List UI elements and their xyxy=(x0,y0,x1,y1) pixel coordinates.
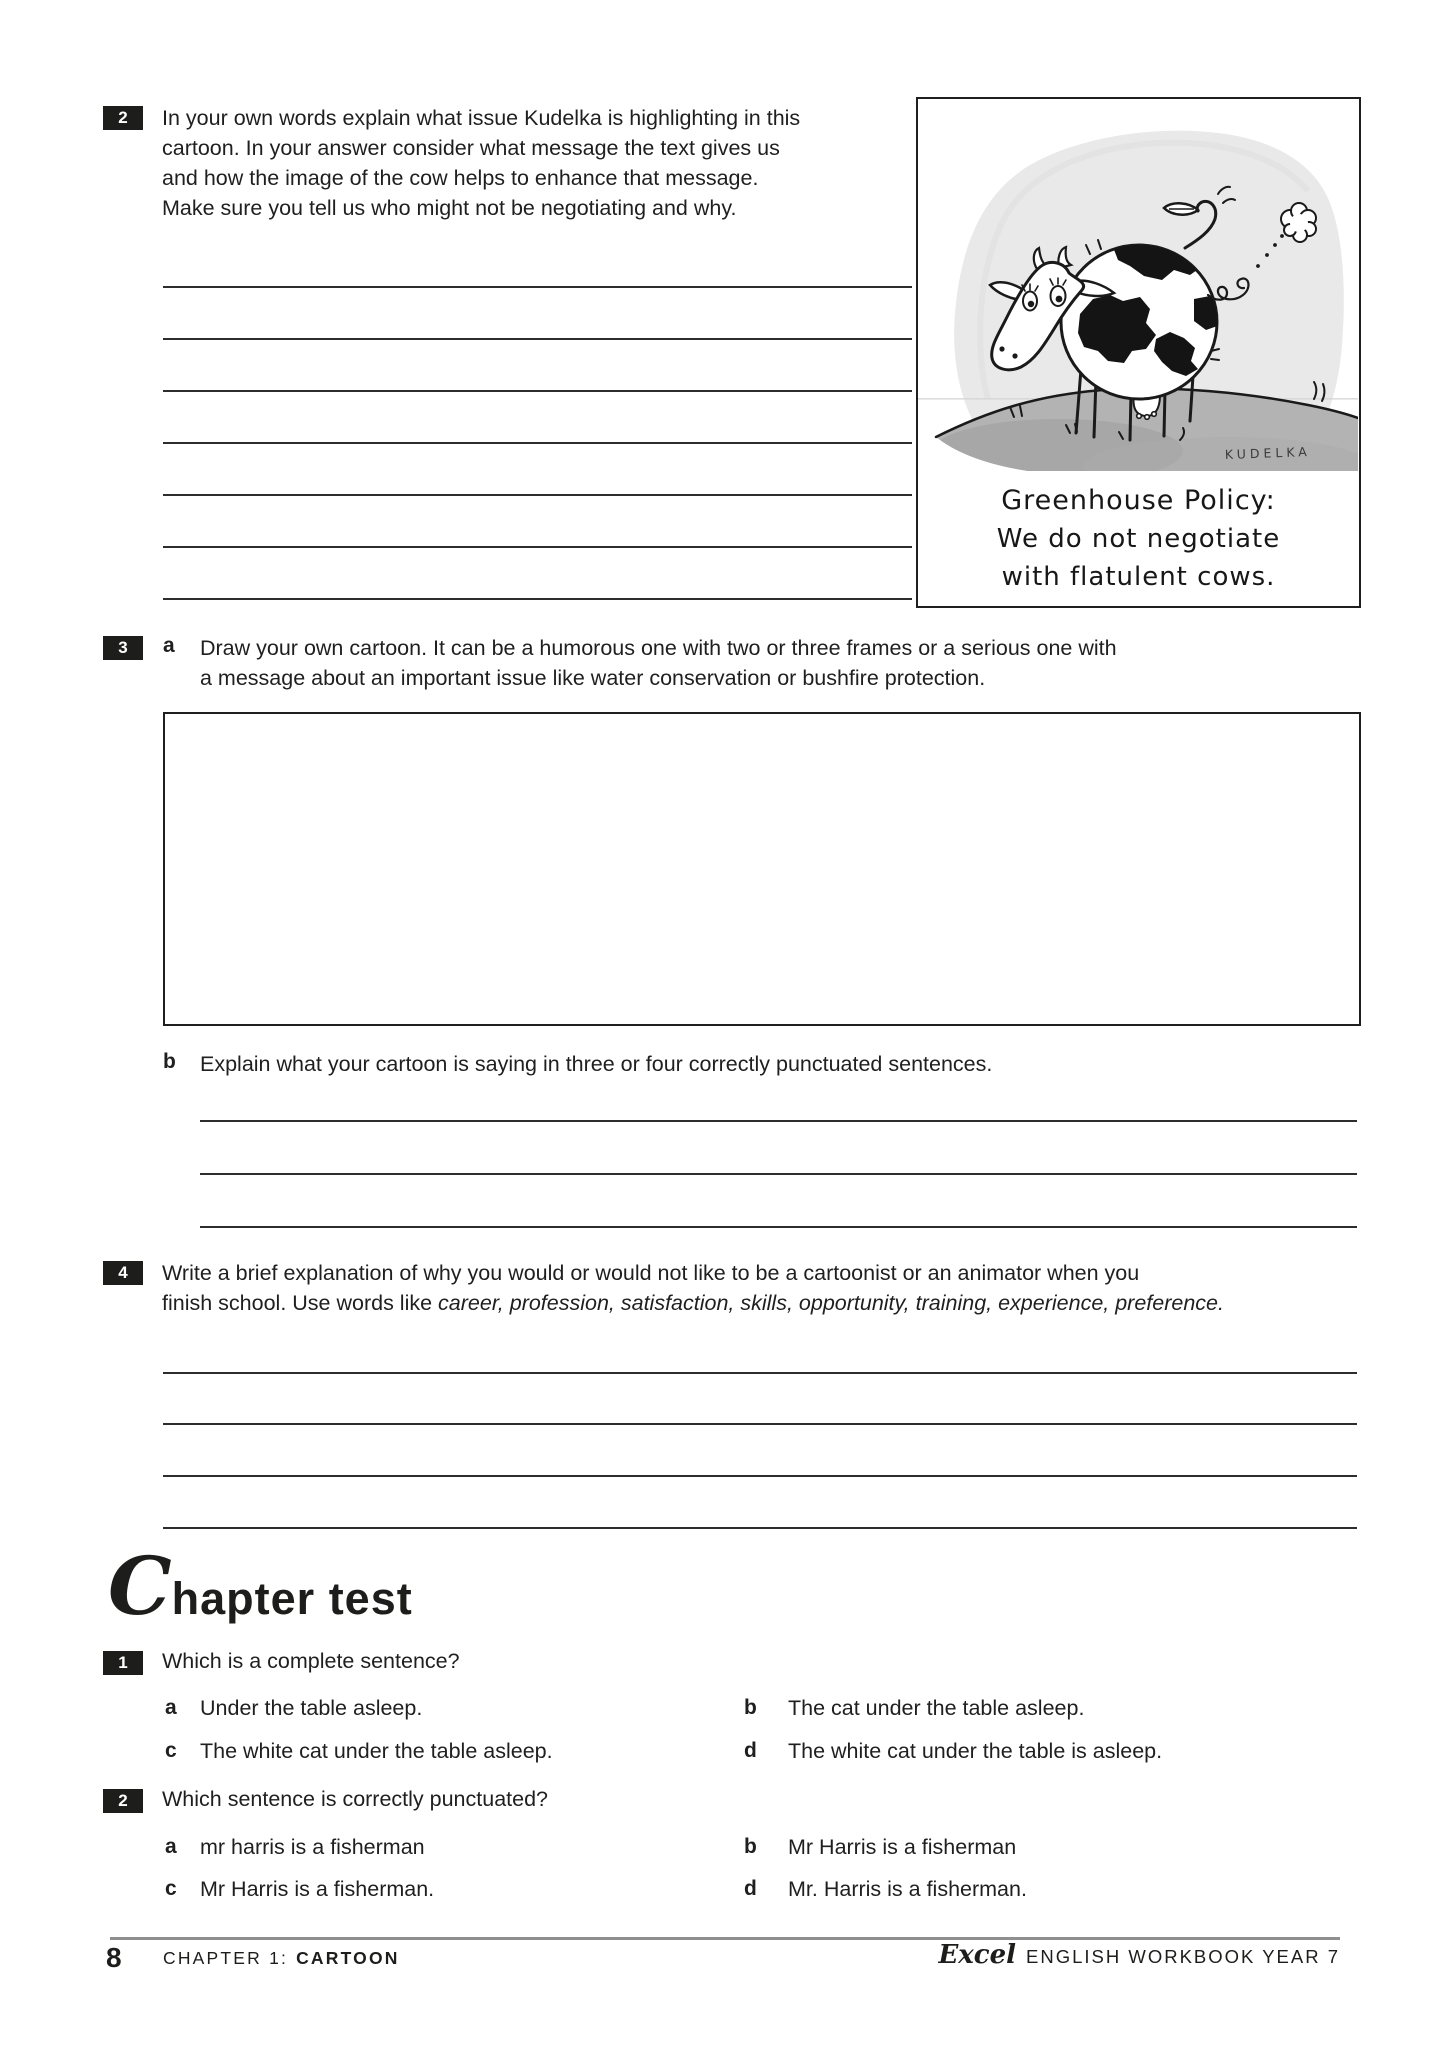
option-letter[interactable]: b xyxy=(744,1835,757,1858)
question-2-line: cartoon. In your answer consider what message the text gives us xyxy=(162,136,780,160)
answer-line[interactable] xyxy=(163,286,912,288)
caption-line: We do not negotiate xyxy=(996,524,1281,554)
footer-chapter xyxy=(163,1948,400,1969)
chapter-test-heading xyxy=(108,1539,413,1650)
option-letter[interactable]: b xyxy=(744,1696,757,1719)
question-2-line: In your own words explain what issue Kudelka is highlighting in this xyxy=(162,106,801,130)
question-4-text xyxy=(162,1258,1372,1318)
nostril xyxy=(999,346,1004,351)
cartoon-figure xyxy=(916,97,1361,608)
answer-line[interactable] xyxy=(163,1527,1357,1529)
question-2-line: Make sure you tell us who might not be negotiating and why. xyxy=(162,196,737,220)
option-text[interactable]: The cat under the table asleep. xyxy=(788,1696,1085,1720)
option-letter[interactable]: a xyxy=(165,1835,177,1858)
series-title: ENGLISH WORKBOOK YEAR 7 xyxy=(1026,1946,1340,1967)
answer-line[interactable] xyxy=(163,598,912,600)
option-text[interactable]: mr harris is a fisherman xyxy=(200,1835,425,1859)
option-text[interactable]: Mr Harris is a fisherman xyxy=(788,1835,1017,1859)
part-b-label: b xyxy=(163,1050,176,1073)
answer-line[interactable] xyxy=(163,338,912,340)
option-text[interactable]: Mr. Harris is a fisherman. xyxy=(788,1877,1027,1901)
test-question-1-badge xyxy=(103,1651,143,1675)
question-4-line xyxy=(162,1288,1372,1318)
answer-line[interactable] xyxy=(200,1226,1357,1228)
option-letter[interactable]: d xyxy=(744,1739,757,1762)
question-3a-line: Draw your own cartoon. It can be a humorous one with two or three frames or a serious one with xyxy=(200,636,1117,660)
answer-line[interactable] xyxy=(200,1120,1357,1122)
question-4-keyword-list: career, profession, satisfaction, skills, opportunity, training, experience, preference. xyxy=(438,1291,1224,1315)
cartoonist-signature: KUDELKA xyxy=(1224,444,1312,462)
option-letter[interactable]: c xyxy=(165,1739,177,1762)
answer-line[interactable] xyxy=(163,494,912,496)
question-3a-line: a message about an important issue like water conservation or bushfire protection. xyxy=(200,666,986,690)
footer-chapter-label: CHAPTER 1: xyxy=(163,1948,289,1968)
option-letter[interactable]: a xyxy=(165,1696,177,1719)
answer-line[interactable] xyxy=(163,1423,1357,1425)
answer-line[interactable] xyxy=(163,1372,1357,1374)
option-text[interactable]: Mr Harris is a fisherman. xyxy=(200,1877,435,1901)
caption-line: Greenhouse Policy: xyxy=(1001,485,1276,516)
test-question-1-text: Which is a complete sentence? xyxy=(162,1649,460,1673)
nostril xyxy=(1012,353,1017,358)
brand-logo: Excel xyxy=(938,1940,1017,1970)
part-a-label: a xyxy=(163,634,175,657)
answer-line[interactable] xyxy=(163,442,912,444)
drawing-box[interactable] xyxy=(163,712,1361,1026)
heading-rest: hapter test xyxy=(171,1573,413,1624)
question-2-badge xyxy=(103,106,143,130)
answer-line[interactable] xyxy=(200,1173,1357,1175)
question-4-line: Write a brief explanation of why you would or would not like to be a cartoonist or an animator when you xyxy=(162,1261,1140,1285)
question-4-line2-prefix: finish school. Use words like xyxy=(162,1291,439,1315)
cartoon-caption xyxy=(918,482,1359,596)
answer-line[interactable] xyxy=(163,390,912,392)
footer-brand xyxy=(900,1940,1340,1970)
option-text[interactable]: Under the table asleep. xyxy=(200,1696,423,1720)
page-number: 8 xyxy=(106,1942,122,1973)
footer-chapter-title: CARTOON xyxy=(296,1948,400,1968)
option-text[interactable]: The white cat under the table is asleep. xyxy=(788,1739,1163,1763)
question-3b-line: Explain what your cartoon is saying in three or four correctly punctuated sentences. xyxy=(200,1052,993,1076)
test-question-2-number: 2 xyxy=(118,1791,128,1810)
option-letter[interactable]: d xyxy=(744,1877,757,1900)
test-question-1-number: 1 xyxy=(118,1653,128,1672)
test-question-2-badge xyxy=(103,1789,143,1813)
question-2-number: 2 xyxy=(118,108,128,127)
question-4-number: 4 xyxy=(118,1263,128,1282)
caption-line: with flatulent cows. xyxy=(1001,562,1276,592)
question-3b-text xyxy=(200,1049,992,1079)
question-3-badge xyxy=(103,636,143,660)
question-2-text xyxy=(162,103,800,223)
question-3-number: 3 xyxy=(118,638,128,657)
heading-initial: C xyxy=(108,1539,172,1633)
test-question-2-text: Which sentence is correctly punctuated? xyxy=(162,1787,549,1811)
answer-line[interactable] xyxy=(163,1475,1357,1477)
question-2-line: and how the image of the cow helps to enhance that message. xyxy=(162,166,759,190)
question-4-badge xyxy=(103,1261,143,1285)
cartoon-image xyxy=(918,99,1358,471)
question-3a-text xyxy=(200,633,1117,693)
answer-line[interactable] xyxy=(163,546,912,548)
option-text[interactable]: The white cat under the table asleep. xyxy=(200,1739,553,1763)
option-letter[interactable]: c xyxy=(165,1877,177,1900)
